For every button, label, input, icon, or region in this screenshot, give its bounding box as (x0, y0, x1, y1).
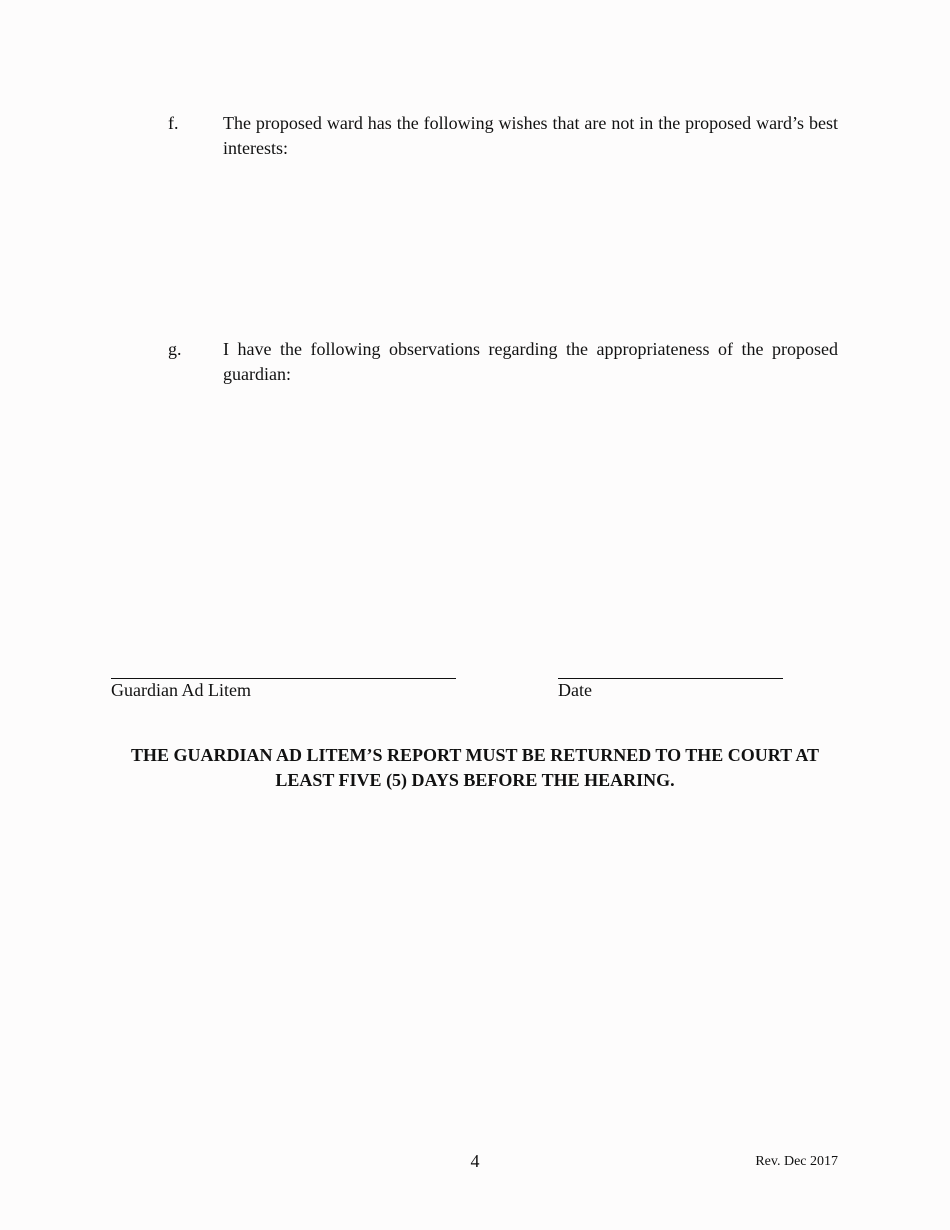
item-g (168, 337, 838, 387)
item-f (168, 111, 838, 161)
date-signature-label: Date (558, 680, 592, 700)
return-notice-line-2: LEAST FIVE (5) DAYS BEFORE THE HEARING. (275, 770, 675, 790)
item-g-marker: g. (168, 339, 182, 359)
page-number: 4 (470, 1151, 480, 1171)
return-notice-line-1: THE GUARDIAN AD LITEM’S REPORT MUST BE RETURNED TO THE COURT AT (130, 745, 820, 765)
item-f-text: The proposed ward has the following wishes that are not in the proposed ward’s best interests: (223, 113, 838, 158)
return-notice (100, 743, 850, 793)
revision-date: Rev. Dec 2017 (755, 1154, 838, 1169)
guardian-signature-label: Guardian Ad Litem (111, 680, 251, 700)
item-g-text: I have the following observations regarding the appropriateness of the proposed guardian: (223, 339, 838, 384)
item-f-marker: f. (168, 113, 179, 133)
